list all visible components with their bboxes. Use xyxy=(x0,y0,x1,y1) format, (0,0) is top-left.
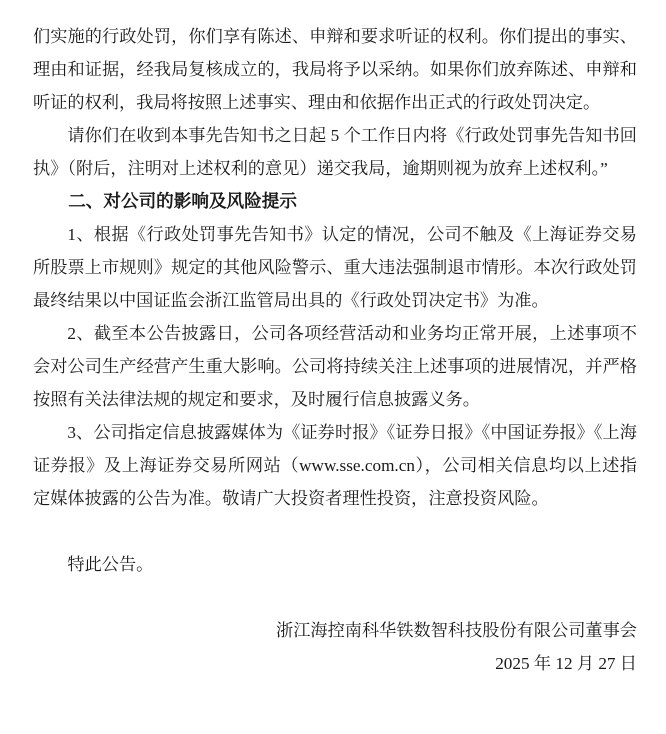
paragraph-quote-continuation: 们实施的行政处罚，你们享有陈述、申辩和要求听证的权利。你们提出的事实、理由和证据，经我局复核成立的，我局将予以采纳。如果你们放弃陈述、申辩和听证的权利，我局将按照上述事实、理由和依据作出正式的行政处罚决定。 xyxy=(33,27,637,112)
signature-date: 2025 年 12 月 27 日 xyxy=(495,654,637,673)
paragraph-item-1: 1、根据《行政处罚事先告知书》认定的情况，公司不触及《上海证券交易所股票上市规则》规定的其他风险警示、重大违法强制退市情形。本次行政处罚最终结果以中国证监会浙江监管局出具的《行政处罚决定书》为准。 xyxy=(33,225,637,310)
closing-statement: 特此公告。 xyxy=(67,555,154,574)
paragraph-item-3: 3、公司指定信息披露媒体为《证券时报》《证券日报》《中国证券报》《上海证券报》及上海证券交易所网站（www.sse.com.cn），公司相关信息均以上述指定媒体披露的公告为准。敬请广大投资者理性投资，注意投资风险。 xyxy=(33,423,637,508)
paragraph-item-2: 2、截至本公告披露日，公司各项经营活动和业务均正常开展，上述事项不会对公司生产经营产生重大影响。公司将持续关注上述事项的进展情况，并严格按照有关法律法规的规定和要求，及时履行信息披露义务。 xyxy=(33,324,637,409)
section-heading-impact-and-risk: 二、对公司的影响及风险提示 xyxy=(68,191,297,211)
signature-company: 浙江海控南科华铁数智科技股份有限公司董事会 xyxy=(276,621,637,640)
paragraph-reply-deadline: 请你们在收到本事先告知书之日起 5 个工作日内将《行政处罚事先告知书回执》（附后，注明对上述权利的意见）递交我局，逾期则视为放弃上述权利。” xyxy=(33,126,637,178)
